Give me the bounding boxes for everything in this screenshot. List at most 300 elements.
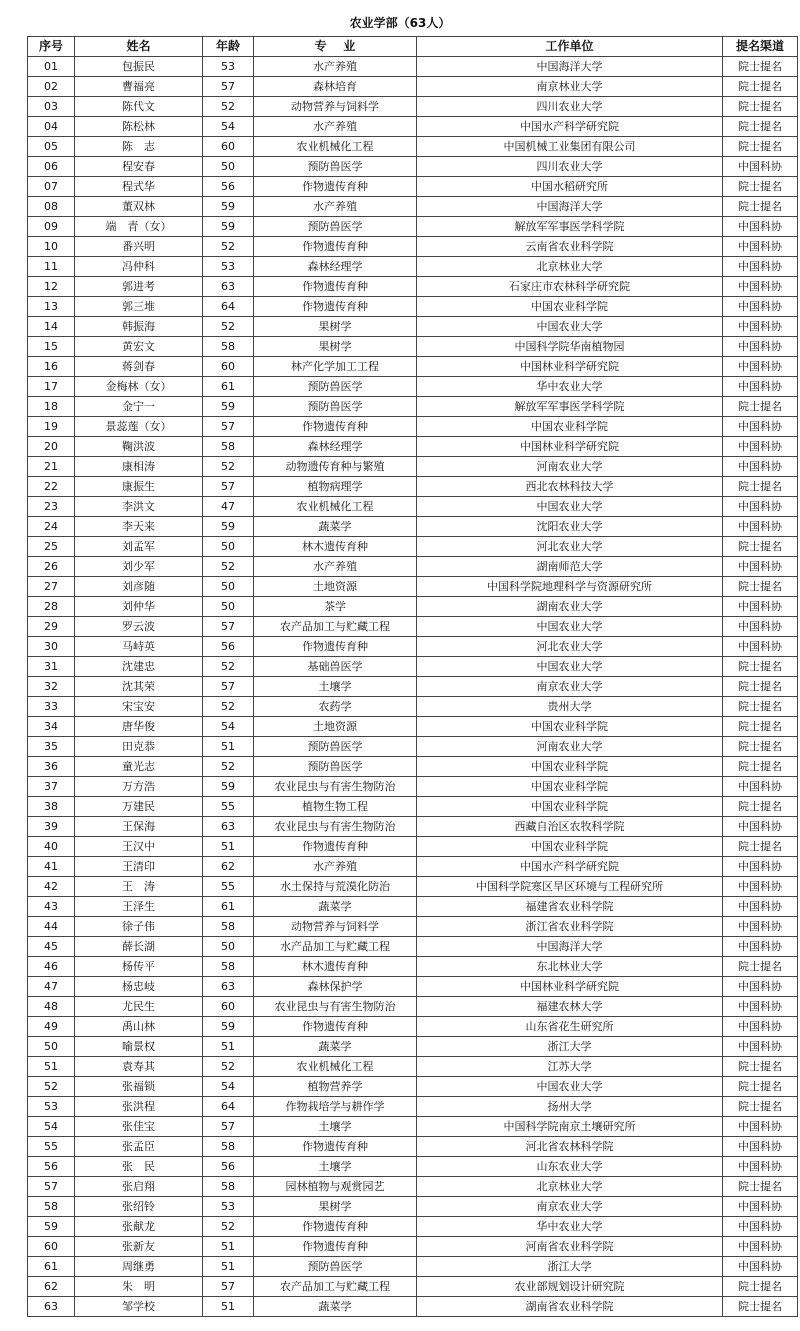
workplace-cell: 中国农业科学院	[417, 717, 723, 737]
channel-cell: 中国科协	[723, 857, 798, 877]
age-cell: 50	[203, 537, 254, 557]
channel-cell: 中国科协	[723, 317, 798, 337]
table-row	[28, 837, 798, 857]
name-cell: 陈 志	[75, 137, 203, 157]
index-cell: 16	[28, 357, 75, 377]
channel-cell: 院士提名	[723, 1177, 798, 1197]
major-cell: 作物遗传育种	[254, 1137, 417, 1157]
table-row	[28, 617, 798, 637]
major-cell: 作物遗传育种	[254, 417, 417, 437]
major-cell: 农业昆虫与有害生物防治	[254, 777, 417, 797]
channel-cell: 中国科协	[723, 457, 798, 477]
channel-cell: 中国科协	[723, 337, 798, 357]
workplace-cell: 中国海洋大学	[417, 57, 723, 77]
table-row	[28, 97, 798, 117]
age-cell: 50	[203, 937, 254, 957]
major-cell: 水产养殖	[254, 117, 417, 137]
index-cell: 33	[28, 697, 75, 717]
workplace-cell: 中国林业科学研究院	[417, 977, 723, 997]
index-cell: 20	[28, 437, 75, 457]
index-cell: 47	[28, 977, 75, 997]
age-cell: 54	[203, 717, 254, 737]
channel-cell: 中国科协	[723, 877, 798, 897]
major-cell: 农产品加工与贮藏工程	[254, 1277, 417, 1297]
name-cell: 李天来	[75, 517, 203, 537]
workplace-cell: 河南农业大学	[417, 457, 723, 477]
index-cell: 55	[28, 1137, 75, 1157]
workplace-cell: 西北农林科技大学	[417, 477, 723, 497]
major-cell: 农业机械化工程	[254, 1057, 417, 1077]
table-row	[28, 1217, 798, 1237]
workplace-cell: 浙江省农业科学院	[417, 917, 723, 937]
channel-cell: 院士提名	[723, 477, 798, 497]
index-cell: 60	[28, 1237, 75, 1257]
channel-cell: 中国科协	[723, 617, 798, 637]
name-cell: 杨忠岐	[75, 977, 203, 997]
workplace-cell: 中国科学院寒区旱区环境与工程研究所	[417, 877, 723, 897]
age-cell: 56	[203, 177, 254, 197]
major-cell: 果树学	[254, 337, 417, 357]
workplace-cell: 中国农业大学	[417, 497, 723, 517]
table-row	[28, 1037, 798, 1057]
channel-cell: 中国科协	[723, 357, 798, 377]
workplace-cell: 中国科学院南京土壤研究所	[417, 1117, 723, 1137]
index-cell: 32	[28, 677, 75, 697]
name-cell: 张新友	[75, 1237, 203, 1257]
channel-cell: 中国科协	[723, 897, 798, 917]
channel-cell: 中国科协	[723, 517, 798, 537]
name-cell: 童光志	[75, 757, 203, 777]
name-cell: 张献龙	[75, 1217, 203, 1237]
age-cell: 52	[203, 1057, 254, 1077]
index-cell: 11	[28, 257, 75, 277]
index-cell: 18	[28, 397, 75, 417]
workplace-cell: 四川农业大学	[417, 157, 723, 177]
index-cell: 12	[28, 277, 75, 297]
table-row	[28, 797, 798, 817]
major-cell: 作物栽培学与耕作学	[254, 1097, 417, 1117]
major-cell: 植物病理学	[254, 477, 417, 497]
age-cell: 57	[203, 617, 254, 637]
major-cell: 动物遗传育种与繁殖	[254, 457, 417, 477]
major-cell: 预防兽医学	[254, 157, 417, 177]
major-cell: 农业昆虫与有害生物防治	[254, 997, 417, 1017]
channel-cell: 院士提名	[723, 837, 798, 857]
table-row	[28, 217, 798, 237]
workplace-cell: 云南省农业科学院	[417, 237, 723, 257]
age-cell: 62	[203, 857, 254, 877]
index-cell: 61	[28, 1257, 75, 1277]
workplace-cell: 河北农业大学	[417, 637, 723, 657]
age-cell: 58	[203, 1177, 254, 1197]
table-row	[28, 1057, 798, 1077]
age-cell: 50	[203, 157, 254, 177]
name-cell: 王汉中	[75, 837, 203, 857]
age-cell: 52	[203, 97, 254, 117]
channel-cell: 院士提名	[723, 1057, 798, 1077]
table-row	[28, 117, 798, 137]
age-cell: 55	[203, 797, 254, 817]
major-cell: 森林经理学	[254, 437, 417, 457]
table-row	[28, 497, 798, 517]
index-cell: 53	[28, 1097, 75, 1117]
age-cell: 63	[203, 277, 254, 297]
workplace-cell: 扬州大学	[417, 1097, 723, 1117]
name-cell: 尤民生	[75, 997, 203, 1017]
workplace-cell: 河北省农林科学院	[417, 1137, 723, 1157]
channel-cell: 中国科协	[723, 937, 798, 957]
index-cell: 06	[28, 157, 75, 177]
age-cell: 57	[203, 477, 254, 497]
name-cell: 端 青（女）	[75, 217, 203, 237]
major-cell: 动物营养与饲料学	[254, 97, 417, 117]
channel-cell: 中国科协	[723, 917, 798, 937]
name-cell: 张福锁	[75, 1077, 203, 1097]
index-cell: 22	[28, 477, 75, 497]
member-table	[27, 36, 798, 1317]
table-row	[28, 737, 798, 757]
name-cell: 郭三堆	[75, 297, 203, 317]
age-cell: 50	[203, 577, 254, 597]
name-cell: 唐华俊	[75, 717, 203, 737]
channel-cell: 院士提名	[723, 137, 798, 157]
workplace-cell: 中国林业科学研究院	[417, 437, 723, 457]
major-cell: 农业机械化工程	[254, 497, 417, 517]
major-cell: 蔬菜学	[254, 517, 417, 537]
age-cell: 52	[203, 1217, 254, 1237]
workplace-cell: 中国农业大学	[417, 1077, 723, 1097]
major-cell: 作物遗传育种	[254, 297, 417, 317]
age-cell: 59	[203, 197, 254, 217]
table-row	[28, 477, 798, 497]
workplace-cell: 沈阳农业大学	[417, 517, 723, 537]
channel-cell: 中国科协	[723, 977, 798, 997]
channel-cell: 中国科协	[723, 597, 798, 617]
channel-cell: 中国科协	[723, 557, 798, 577]
major-cell: 作物遗传育种	[254, 177, 417, 197]
name-cell: 万方浩	[75, 777, 203, 797]
index-cell: 15	[28, 337, 75, 357]
major-cell: 果树学	[254, 1197, 417, 1217]
index-cell: 14	[28, 317, 75, 337]
index-cell: 38	[28, 797, 75, 817]
age-cell: 54	[203, 117, 254, 137]
name-cell: 冯仲科	[75, 257, 203, 277]
index-cell: 45	[28, 937, 75, 957]
name-cell: 康振生	[75, 477, 203, 497]
channel-cell: 中国科协	[723, 437, 798, 457]
name-cell: 张 民	[75, 1157, 203, 1177]
table-row	[28, 457, 798, 477]
channel-cell: 中国科协	[723, 1137, 798, 1157]
channel-cell: 院士提名	[723, 1097, 798, 1117]
age-cell: 60	[203, 137, 254, 157]
name-cell: 王泽生	[75, 897, 203, 917]
major-cell: 植物营养学	[254, 1077, 417, 1097]
table-row	[28, 377, 798, 397]
workplace-cell: 中国农业科学院	[417, 777, 723, 797]
age-cell: 56	[203, 637, 254, 657]
name-cell: 陈代文	[75, 97, 203, 117]
name-cell: 邹学校	[75, 1297, 203, 1317]
major-cell: 预防兽医学	[254, 757, 417, 777]
name-cell: 禹山林	[75, 1017, 203, 1037]
age-cell: 59	[203, 397, 254, 417]
table-row	[28, 257, 798, 277]
name-cell: 刘孟军	[75, 537, 203, 557]
table-row	[28, 197, 798, 217]
major-cell: 茶学	[254, 597, 417, 617]
major-cell: 预防兽医学	[254, 217, 417, 237]
channel-cell: 中国科协	[723, 1117, 798, 1137]
name-cell: 陈松林	[75, 117, 203, 137]
workplace-cell: 山东省花生研究所	[417, 1017, 723, 1037]
col-header-age: 年龄	[203, 37, 254, 57]
name-cell: 曹福亮	[75, 77, 203, 97]
workplace-cell: 中国机械工业集团有限公司	[417, 137, 723, 157]
workplace-cell: 中国林业科学研究院	[417, 357, 723, 377]
index-cell: 23	[28, 497, 75, 517]
workplace-cell: 湖南师范大学	[417, 557, 723, 577]
age-cell: 52	[203, 457, 254, 477]
index-cell: 05	[28, 137, 75, 157]
workplace-cell: 湖南省农业科学院	[417, 1297, 723, 1317]
workplace-cell: 中国农业科学院	[417, 837, 723, 857]
channel-cell: 院士提名	[723, 957, 798, 977]
table-row	[28, 1117, 798, 1137]
table-row	[28, 777, 798, 797]
workplace-cell: 解放军军事医学科学院	[417, 397, 723, 417]
index-cell: 40	[28, 837, 75, 857]
index-cell: 01	[28, 57, 75, 77]
age-cell: 51	[203, 837, 254, 857]
index-cell: 27	[28, 577, 75, 597]
workplace-cell: 湖南农业大学	[417, 597, 723, 617]
age-cell: 61	[203, 897, 254, 917]
table-row	[28, 697, 798, 717]
name-cell: 黄宏文	[75, 337, 203, 357]
name-cell: 袁寿其	[75, 1057, 203, 1077]
index-cell: 54	[28, 1117, 75, 1137]
index-cell: 08	[28, 197, 75, 217]
index-cell: 10	[28, 237, 75, 257]
channel-cell: 院士提名	[723, 117, 798, 137]
name-cell: 张洪程	[75, 1097, 203, 1117]
major-cell: 水产养殖	[254, 557, 417, 577]
workplace-cell: 中国海洋大学	[417, 197, 723, 217]
workplace-cell: 四川农业大学	[417, 97, 723, 117]
name-cell: 朱 明	[75, 1277, 203, 1297]
age-cell: 58	[203, 917, 254, 937]
channel-cell: 中国科协	[723, 217, 798, 237]
channel-cell: 中国科协	[723, 1017, 798, 1037]
workplace-cell: 农业部规划设计研究院	[417, 1277, 723, 1297]
page-title: 农业学部（63人）	[349, 16, 451, 30]
name-cell: 王保海	[75, 817, 203, 837]
name-cell: 喻景权	[75, 1037, 203, 1057]
name-cell: 程式华	[75, 177, 203, 197]
channel-cell: 院士提名	[723, 1077, 798, 1097]
table-row	[28, 957, 798, 977]
table-row	[28, 897, 798, 917]
channel-cell: 中国科协	[723, 277, 798, 297]
table-row	[28, 657, 798, 677]
major-cell: 蔬菜学	[254, 897, 417, 917]
name-cell: 康相涛	[75, 457, 203, 477]
major-cell: 预防兽医学	[254, 397, 417, 417]
workplace-cell: 中国农业大学	[417, 657, 723, 677]
name-cell: 包振民	[75, 57, 203, 77]
major-cell: 森林经理学	[254, 257, 417, 277]
index-cell: 30	[28, 637, 75, 657]
name-cell: 田克恭	[75, 737, 203, 757]
age-cell: 59	[203, 517, 254, 537]
workplace-cell: 中国农业大学	[417, 617, 723, 637]
workplace-cell: 河南农业大学	[417, 737, 723, 757]
index-cell: 03	[28, 97, 75, 117]
age-cell: 63	[203, 817, 254, 837]
major-cell: 水土保持与荒漠化防治	[254, 877, 417, 897]
channel-cell: 院士提名	[723, 97, 798, 117]
index-cell: 59	[28, 1217, 75, 1237]
table-row	[28, 1297, 798, 1317]
age-cell: 60	[203, 357, 254, 377]
major-cell: 蔬菜学	[254, 1037, 417, 1057]
age-cell: 54	[203, 1077, 254, 1097]
age-cell: 64	[203, 297, 254, 317]
index-cell: 62	[28, 1277, 75, 1297]
channel-cell: 中国科协	[723, 997, 798, 1017]
name-cell: 沈建忠	[75, 657, 203, 677]
workplace-cell: 石家庄市农林科学研究院	[417, 277, 723, 297]
age-cell: 57	[203, 1117, 254, 1137]
channel-cell: 中国科协	[723, 497, 798, 517]
workplace-cell: 江苏大学	[417, 1057, 723, 1077]
table-row	[28, 717, 798, 737]
table-row	[28, 397, 798, 417]
age-cell: 63	[203, 977, 254, 997]
table-row	[28, 997, 798, 1017]
age-cell: 53	[203, 57, 254, 77]
major-cell: 预防兽医学	[254, 737, 417, 757]
major-cell: 土壤学	[254, 1117, 417, 1137]
workplace-cell: 中国水产科学研究院	[417, 117, 723, 137]
workplace-cell: 东北林业大学	[417, 957, 723, 977]
channel-cell: 中国科协	[723, 1237, 798, 1257]
age-cell: 59	[203, 217, 254, 237]
age-cell: 51	[203, 1037, 254, 1057]
table-row	[28, 937, 798, 957]
table-row	[28, 1017, 798, 1037]
workplace-cell: 中国农业大学	[417, 317, 723, 337]
workplace-cell: 中国水稻研究所	[417, 177, 723, 197]
channel-cell: 院士提名	[723, 677, 798, 697]
table-row	[28, 1257, 798, 1277]
index-cell: 29	[28, 617, 75, 637]
major-cell: 森林保护学	[254, 977, 417, 997]
workplace-cell: 浙江大学	[417, 1257, 723, 1277]
age-cell: 50	[203, 597, 254, 617]
channel-cell: 院士提名	[723, 197, 798, 217]
age-cell: 52	[203, 757, 254, 777]
workplace-cell: 中国农业科学院	[417, 797, 723, 817]
workplace-cell: 中国水产科学研究院	[417, 857, 723, 877]
index-cell: 58	[28, 1197, 75, 1217]
age-cell: 52	[203, 697, 254, 717]
name-cell: 李洪文	[75, 497, 203, 517]
major-cell: 作物遗传育种	[254, 237, 417, 257]
age-cell: 51	[203, 1297, 254, 1317]
workplace-cell: 南京林业大学	[417, 77, 723, 97]
channel-cell: 院士提名	[723, 717, 798, 737]
channel-cell: 中国科协	[723, 157, 798, 177]
age-cell: 59	[203, 1017, 254, 1037]
workplace-cell: 北京林业大学	[417, 257, 723, 277]
name-cell: 沈其荣	[75, 677, 203, 697]
table-row	[28, 417, 798, 437]
workplace-cell: 河北农业大学	[417, 537, 723, 557]
workplace-cell: 华中农业大学	[417, 1217, 723, 1237]
index-cell: 39	[28, 817, 75, 837]
index-cell: 48	[28, 997, 75, 1017]
major-cell: 农药学	[254, 697, 417, 717]
age-cell: 53	[203, 257, 254, 277]
col-header-workplace: 工作单位	[417, 37, 723, 57]
name-cell: 王清印	[75, 857, 203, 877]
age-cell: 57	[203, 1277, 254, 1297]
major-cell: 基础兽医学	[254, 657, 417, 677]
workplace-cell: 浙江大学	[417, 1037, 723, 1057]
index-cell: 35	[28, 737, 75, 757]
table-row	[28, 337, 798, 357]
table-row	[28, 437, 798, 457]
name-cell: 韩振海	[75, 317, 203, 337]
index-cell: 57	[28, 1177, 75, 1197]
channel-cell: 中国科协	[723, 1257, 798, 1277]
channel-cell: 院士提名	[723, 57, 798, 77]
table-row	[28, 1237, 798, 1257]
age-cell: 51	[203, 1237, 254, 1257]
col-header-major: 专 业	[254, 37, 417, 57]
age-cell: 58	[203, 337, 254, 357]
table-row	[28, 917, 798, 937]
major-cell: 土壤学	[254, 1157, 417, 1177]
index-cell: 46	[28, 957, 75, 977]
workplace-cell: 华中农业大学	[417, 377, 723, 397]
name-cell: 罗云波	[75, 617, 203, 637]
index-cell: 41	[28, 857, 75, 877]
age-cell: 57	[203, 77, 254, 97]
workplace-cell: 中国海洋大学	[417, 937, 723, 957]
major-cell: 蔬菜学	[254, 1297, 417, 1317]
workplace-cell: 解放军军事医学科学院	[417, 217, 723, 237]
major-cell: 林木遗传育种	[254, 537, 417, 557]
workplace-cell: 南京农业大学	[417, 677, 723, 697]
index-cell: 02	[28, 77, 75, 97]
major-cell: 水产品加工与贮藏工程	[254, 937, 417, 957]
workplace-cell: 中国农业科学院	[417, 297, 723, 317]
channel-cell: 院士提名	[723, 657, 798, 677]
name-cell: 番兴明	[75, 237, 203, 257]
channel-cell: 中国科协	[723, 1217, 798, 1237]
name-cell: 张启翔	[75, 1177, 203, 1197]
channel-cell: 院士提名	[723, 797, 798, 817]
index-cell: 37	[28, 777, 75, 797]
major-cell: 作物遗传育种	[254, 637, 417, 657]
table-row	[28, 157, 798, 177]
major-cell: 园林植物与观赏园艺	[254, 1177, 417, 1197]
channel-cell: 院士提名	[723, 1277, 798, 1297]
